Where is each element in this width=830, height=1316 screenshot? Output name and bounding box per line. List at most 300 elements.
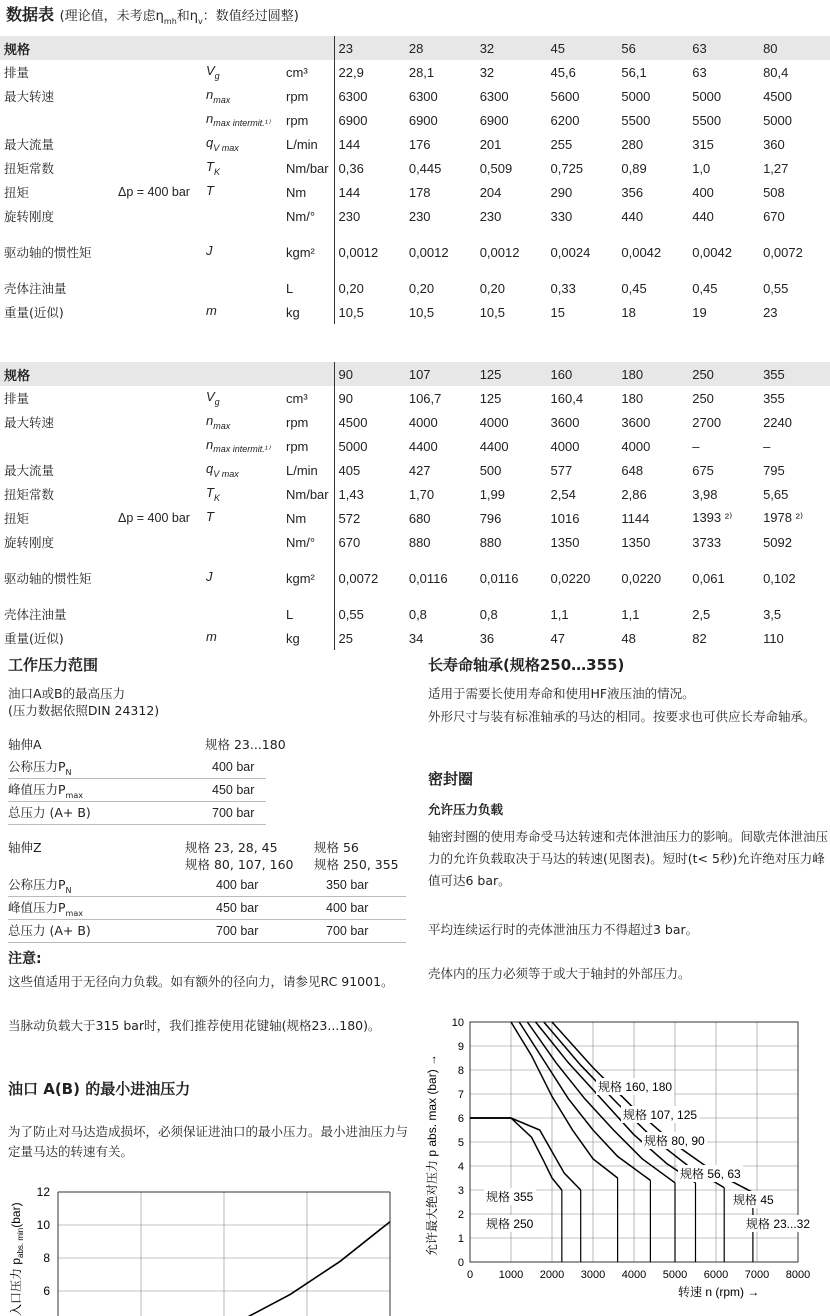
table-cell: 880 — [408, 534, 431, 550]
table-cell: 178 — [408, 184, 431, 200]
table-cell: 795 — [763, 462, 785, 478]
row-label-text: 最大转速 — [4, 89, 55, 104]
table-cell: 0,0024 — [550, 244, 591, 260]
row-unit: cm³ — [286, 390, 308, 406]
table-cell: 23 — [763, 304, 778, 320]
table-cell: 0,0220 — [550, 570, 591, 586]
shaft-z-size2a: 规格 56 — [314, 840, 359, 855]
table-row — [0, 108, 830, 132]
x-tick-label: 8000 — [785, 1269, 811, 1281]
row-label-text: 驱动轴的惯性矩 — [4, 245, 92, 260]
y-tick-label: 4 — [457, 1161, 464, 1173]
table-row — [0, 458, 830, 482]
row-symbol — [202, 458, 282, 482]
table-row — [0, 228, 830, 276]
symbol-main: q — [206, 135, 214, 151]
symbol-sub: max intermit.¹⁾ — [213, 118, 270, 129]
table-cell: 1016 — [550, 510, 580, 526]
table-cell: 280 — [621, 136, 644, 152]
row-label-text: 排量 — [4, 65, 30, 80]
table-cell: 2240 — [763, 414, 792, 430]
table-cell: 360 — [763, 136, 785, 152]
table-cell: 0,0012 — [479, 244, 520, 260]
note-2: 当脉动负载大于315 bar时，我们推荐使用花键轴(规格23...180)。 — [8, 1018, 381, 1033]
row-symbol — [202, 228, 282, 276]
row-label — [0, 180, 202, 204]
pressure-value-2: 400 bar — [326, 901, 369, 915]
table-cell: 0,0072 — [763, 244, 803, 260]
table-cell: 0,0042 — [692, 244, 732, 260]
table-cell: 3,98 — [692, 486, 718, 502]
table-cell: 0,725 — [550, 160, 584, 176]
table-cell: 80,4 — [763, 64, 789, 80]
table-cell: 4400 — [408, 438, 438, 454]
y-tick-label: 2 — [457, 1209, 464, 1221]
table-cell: 1350 — [621, 534, 651, 550]
table-row — [0, 84, 830, 108]
table-cell: 0,45 — [621, 280, 647, 296]
table-cell: 5500 — [692, 112, 722, 128]
table-cell: 63 — [692, 64, 707, 80]
table-cell: 144 — [334, 132, 405, 156]
table-cell: 680 — [408, 510, 431, 526]
row-unit: Nm/bar — [286, 486, 329, 502]
table-cell: 10,5 — [408, 304, 435, 320]
shaft-a-size: 规格 23...180 — [205, 737, 286, 752]
table-cell: 255 — [550, 136, 573, 152]
table-cell: 0,20 — [334, 276, 405, 300]
table-cell: 32 — [479, 64, 495, 80]
pressure-value-1: 400 bar — [216, 878, 259, 892]
row-unit: L — [286, 280, 294, 296]
row-unit: L/min — [286, 136, 318, 152]
series-label: 规格 23...32 — [746, 1217, 811, 1231]
table-row — [0, 156, 830, 180]
table-cell: 1,27 — [763, 160, 789, 176]
table-cell: 577 — [550, 462, 573, 478]
table-cell: 4500 — [334, 410, 405, 434]
table-cell: 15 — [550, 304, 565, 320]
pressure-sub: N — [65, 767, 72, 777]
table-cell: 355 — [763, 390, 785, 406]
row-unit: rpm — [286, 112, 309, 128]
y-axis-title-sub: abs. min — [16, 1227, 25, 1258]
table-row — [0, 300, 830, 324]
y-tick-label: 0 — [457, 1257, 464, 1269]
row-label-text: 扭矩常数 — [4, 487, 55, 502]
table-cell: 0,33 — [550, 280, 576, 296]
row-unit: kgm² — [286, 570, 315, 586]
table-cell: 3733 — [692, 534, 722, 550]
table-cell: 572 — [334, 506, 405, 530]
table-row — [0, 204, 830, 228]
symbol-main: V — [206, 389, 215, 405]
row-symbol — [202, 276, 282, 300]
table-cell: 110 — [763, 630, 784, 646]
table-cell: 5000 — [621, 88, 651, 104]
pressure-row — [8, 897, 406, 920]
table-cell: 290 — [550, 184, 573, 200]
pressure-value: 400 bar — [212, 760, 255, 774]
table-row — [0, 602, 830, 626]
row-symbol — [202, 204, 282, 228]
pressure-sub: max — [65, 790, 83, 800]
table-cell: 0,509 — [479, 160, 513, 176]
table-cell: 10,5 — [334, 300, 405, 324]
series-label: 规格 80, 90 — [644, 1134, 705, 1148]
symbol-main: V — [206, 63, 215, 79]
symbol-main: m — [206, 303, 217, 319]
pressure-row — [8, 756, 266, 779]
table-cell: 10,5 — [479, 304, 505, 320]
table-cell: 144 — [334, 180, 405, 204]
row-label — [0, 108, 202, 132]
table-cell: 3600 — [621, 414, 651, 430]
table-cell: 0,0072 — [334, 554, 405, 602]
series-line — [241, 1222, 390, 1316]
row-unit: kgm² — [286, 244, 315, 260]
table-cell: 5600 — [550, 88, 580, 104]
table-cell: 3600 — [550, 414, 580, 430]
table-cell: 500 — [479, 462, 502, 478]
header-size: 180 — [617, 362, 688, 386]
table-cell: 0,20 — [408, 280, 435, 296]
note-heading: 注意: — [8, 951, 42, 967]
row-label-text: 重量(近似) — [4, 305, 64, 320]
row-unit: kg — [286, 630, 300, 646]
series-label: 规格 45 — [733, 1193, 774, 1207]
row-label — [0, 204, 202, 228]
table-cell: 4000 — [479, 414, 509, 430]
y-tick-label: 8 — [457, 1065, 464, 1077]
symbol-sub: V max — [213, 142, 239, 153]
pressure-value: 700 bar — [212, 806, 255, 820]
table-cell: 0,36 — [334, 156, 405, 180]
spec-table-1 — [0, 36, 830, 324]
row-symbol — [202, 156, 282, 180]
header-size: 355 — [759, 362, 830, 386]
table-cell: 18 — [621, 304, 636, 320]
table-row — [0, 180, 830, 204]
pressure-name: 公称压力P — [8, 877, 66, 892]
case-pressure-chart — [420, 1008, 830, 1308]
row-unit: Nm — [286, 184, 307, 200]
table-cell: 6900 — [408, 112, 438, 128]
row-label-text: 扭矩 — [4, 511, 30, 526]
table-cell: 28,1 — [408, 64, 435, 80]
table-cell: 2,86 — [621, 486, 647, 502]
symbol-main: J — [206, 243, 213, 259]
table-cell: 48 — [621, 630, 636, 646]
y-tick-label: 10 — [36, 1218, 50, 1232]
table-row — [0, 506, 830, 530]
row-unit: Nm/° — [286, 534, 316, 550]
row-unit: Nm — [286, 510, 307, 526]
header-label: 规格 — [0, 36, 334, 60]
pressure-row — [8, 779, 266, 802]
row-label-text: 重量(近似) — [4, 631, 64, 646]
row-label-text: 驱动轴的惯性矩 — [4, 571, 92, 586]
row-symbol — [202, 180, 282, 204]
table-cell: 4000 — [621, 438, 651, 454]
pressure-name: 总压力 (A+ B) — [8, 805, 91, 820]
shaft-z-size1b: 规格 80, 107, 160 — [185, 857, 294, 872]
symbol-main: n — [206, 413, 214, 429]
seal-text2: 平均连续运行时的壳体泄油压力不得超过3 bar。 — [428, 922, 699, 937]
table-cell: 5000 — [334, 434, 405, 458]
table-cell: 4000 — [550, 438, 580, 454]
table-cell: 3,5 — [763, 606, 782, 622]
symbol-main: n — [206, 436, 214, 452]
table-row — [0, 482, 830, 506]
y-tick-label: 6 — [457, 1113, 464, 1125]
table-cell: 2,54 — [550, 486, 576, 502]
header-label: 规格 — [0, 362, 334, 386]
header-size: 80 — [759, 36, 830, 60]
pressure-row — [8, 920, 406, 943]
table-row — [0, 276, 830, 300]
table-cell: 675 — [692, 462, 714, 478]
row-symbol — [202, 386, 282, 410]
table-cell: 0,20 — [479, 280, 505, 296]
row-condition: Δp = 400 bar — [118, 185, 190, 199]
header-size: 160 — [547, 362, 618, 386]
table-cell: 1144 — [621, 510, 650, 526]
table-cell: 250 — [692, 390, 714, 406]
row-label-text: 壳体注油量 — [4, 281, 67, 296]
table-cell: 19 — [692, 304, 707, 320]
table-cell: 315 — [692, 136, 714, 152]
y-tick-label: 12 — [36, 1185, 50, 1199]
row-label — [0, 276, 202, 300]
table-cell: 90 — [334, 386, 405, 410]
y-axis-title-main: 入口压力 p — [9, 1257, 23, 1316]
table-row — [0, 410, 830, 434]
y-tick-label: 9 — [457, 1041, 464, 1053]
row-label-text: 排量 — [4, 391, 30, 406]
table-cell: – — [692, 438, 700, 454]
row-unit: Nm/bar — [286, 160, 329, 176]
row-unit: L — [286, 606, 294, 622]
y-tick-label: 8 — [43, 1251, 50, 1265]
symbol-main: T — [206, 183, 214, 199]
table-cell: 0,0012 — [408, 244, 449, 260]
pressure-name: 总压力 (A+ B) — [8, 923, 91, 938]
seal-text1: 轴密封圈的使用寿命受马达转速和壳体泄油压力的影响。间歇壳体泄油压力的允许负载取决于马达的转速(见图表)。短时(t< 5秒)允许绝对压力峰值可达6 bar。 — [428, 829, 829, 888]
table-cell: 5500 — [621, 112, 651, 128]
y-axis-title — [8, 1202, 25, 1316]
table-cell: 5,65 — [763, 486, 789, 502]
table-cell: 1,70 — [408, 486, 435, 502]
y-tick-label: 1 — [457, 1233, 464, 1245]
pressure-line2: (压力数据依照DIN 24312) — [8, 703, 160, 718]
y-tick-label: 3 — [457, 1185, 464, 1197]
row-unit: Nm/° — [286, 208, 316, 224]
symbol-sub: max intermit.¹⁾ — [213, 444, 270, 455]
pressure-value-2: 350 bar — [326, 878, 369, 892]
y-tick-label: 7 — [457, 1089, 464, 1101]
inlet-text: 为了防止对马达造成损坏，必须保证进油口的最小压力。最小进油压力与定量马达的转速有关。 — [8, 1124, 409, 1159]
table-cell: 5000 — [763, 112, 792, 128]
row-unit: rpm — [286, 438, 309, 454]
row-unit: cm³ — [286, 64, 308, 80]
header-size: 28 — [405, 36, 476, 60]
x-tick-label: 2000 — [539, 1269, 565, 1281]
row-label — [0, 482, 202, 506]
table-header-row — [0, 36, 830, 60]
table-cell: 0,0220 — [621, 570, 662, 586]
symbol-sub: K — [213, 166, 220, 177]
table-cell: 440 — [692, 208, 714, 224]
table-cell: 356 — [621, 184, 644, 200]
symbol-sub: max — [213, 94, 231, 105]
table-cell: 427 — [408, 462, 431, 478]
bearing-text1: 适用于需要长使用寿命和使用HF液压油的情况。 — [428, 686, 695, 701]
seal-subheading: 允许压力负载 — [428, 802, 504, 817]
table-row — [0, 434, 830, 458]
table-cell: 1393 ²⁾ — [692, 510, 733, 525]
table-cell: 4400 — [479, 438, 509, 454]
x-tick-label: 0 — [466, 1269, 474, 1281]
pressure-name: 公称压力P — [8, 759, 66, 774]
table-cell: 1,1 — [621, 606, 640, 622]
table-cell: 160,4 — [550, 390, 584, 406]
pressure-name: 峰值压力P — [8, 782, 66, 797]
pressure-value-2: 700 bar — [326, 924, 369, 938]
row-label-text: 扭矩常数 — [4, 161, 55, 176]
table-cell: 34 — [408, 630, 424, 646]
row-symbol — [202, 60, 282, 84]
table-cell: 1,1 — [550, 606, 569, 622]
x-tick-label: 3000 — [580, 1269, 606, 1281]
row-condition: Δp = 400 bar — [118, 511, 190, 525]
table-cell: 0,0116 — [408, 570, 448, 586]
row-symbol — [202, 410, 282, 434]
table-cell: 25 — [334, 626, 405, 650]
row-label — [0, 84, 202, 108]
symbol-main: n — [206, 87, 214, 103]
table-cell: 0,55 — [334, 602, 405, 626]
table-cell: 330 — [550, 208, 573, 224]
row-symbol — [202, 132, 282, 156]
row-label — [0, 228, 202, 276]
x-tick-label: 6000 — [703, 1269, 729, 1281]
table-cell: 1350 — [550, 534, 580, 550]
table-cell: 6300 — [334, 84, 405, 108]
symbol-main: J — [206, 569, 213, 585]
y-tick-label: 6 — [43, 1284, 50, 1298]
table-cell: 508 — [763, 184, 785, 200]
table-cell: 0,0042 — [621, 244, 662, 260]
symbol-main: n — [206, 110, 214, 126]
inlet-pressure-chart — [0, 1176, 410, 1316]
symbol-main: m — [206, 629, 217, 645]
symbol-main: q — [206, 461, 214, 477]
x-axis-title: 转速 n (rpm) → — [678, 1285, 760, 1299]
table-cell: 180 — [621, 390, 644, 406]
header-size: 56 — [617, 36, 688, 60]
table-cell: 45,6 — [550, 64, 576, 80]
table-cell: 106,7 — [408, 390, 442, 406]
table-cell: 6200 — [550, 112, 580, 128]
table-cell: 5000 — [692, 88, 722, 104]
y-tick-label: 5 — [457, 1137, 464, 1149]
row-label-text: 旋转刚度 — [4, 535, 55, 550]
row-label — [0, 554, 202, 602]
table-cell: 82 — [692, 630, 707, 646]
row-symbol — [202, 434, 282, 458]
table-cell: 0,89 — [621, 160, 647, 176]
symbol-sub: g — [214, 396, 220, 407]
table-cell: 22,9 — [334, 60, 405, 84]
symbol-sub: g — [214, 70, 220, 81]
header-size: 125 — [476, 362, 547, 386]
row-unit: rpm — [286, 414, 309, 430]
table-cell: 6300 — [479, 88, 509, 104]
table-cell: 1978 ²⁾ — [763, 510, 804, 525]
table-cell: 0,0012 — [334, 228, 405, 276]
table-cell: 400 — [692, 184, 714, 200]
y-axis-title-unit: (bar) — [9, 1202, 23, 1228]
symbol-main: T — [206, 509, 214, 525]
pressure-row — [8, 874, 406, 897]
table-cell: 176 — [408, 136, 431, 152]
table-row — [0, 626, 830, 650]
row-label — [0, 530, 202, 554]
pressure-value-1: 700 bar — [216, 924, 259, 938]
header-size: 32 — [476, 36, 547, 60]
shaft-z-label: 轴伸Z — [8, 840, 42, 855]
row-label — [0, 410, 202, 434]
x-tick-label: 4000 — [621, 1269, 647, 1281]
header-size: 107 — [405, 362, 476, 386]
row-label-text: 旋转刚度 — [4, 209, 55, 224]
row-label — [0, 386, 202, 410]
table-header-row — [0, 362, 830, 386]
table-cell: 670 — [763, 208, 785, 224]
row-unit: rpm — [286, 88, 309, 104]
inlet-heading: 油口 A(B) 的最小进油压力 — [8, 1080, 191, 1098]
table-cell: 796 — [479, 510, 502, 526]
row-symbol — [202, 506, 282, 530]
row-symbol — [202, 482, 282, 506]
table-cell: 230 — [479, 208, 502, 224]
bearing-heading: 长寿命轴承(规格250…355) — [428, 656, 625, 674]
table-cell: 6300 — [408, 88, 438, 104]
row-symbol — [202, 602, 282, 626]
pressure-heading: 工作压力范围 — [8, 656, 99, 674]
table-cell: 0,45 — [692, 280, 718, 296]
header-size: 45 — [547, 36, 618, 60]
table-row — [0, 554, 830, 602]
header-size: 23 — [334, 36, 405, 60]
header-size: 250 — [688, 362, 759, 386]
pressure-sub: N — [65, 885, 72, 895]
table-cell: 36 — [479, 630, 495, 646]
symbol-main: T — [206, 485, 214, 501]
y-axis-title: 允许最大绝对压力 p abs. max (bar) → — [425, 1053, 439, 1256]
row-unit: L/min — [286, 462, 318, 478]
row-label-text: 最大转速 — [4, 415, 55, 430]
pressure-value: 450 bar — [212, 783, 255, 797]
table-row — [0, 60, 830, 84]
series-label: 规格 355 — [486, 1190, 534, 1204]
row-label — [0, 506, 202, 530]
row-label-text: 扭矩 — [4, 185, 30, 200]
row-label-text: 最大流量 — [4, 463, 55, 478]
symbol-sub: max — [213, 420, 231, 431]
header-size: 90 — [334, 362, 405, 386]
